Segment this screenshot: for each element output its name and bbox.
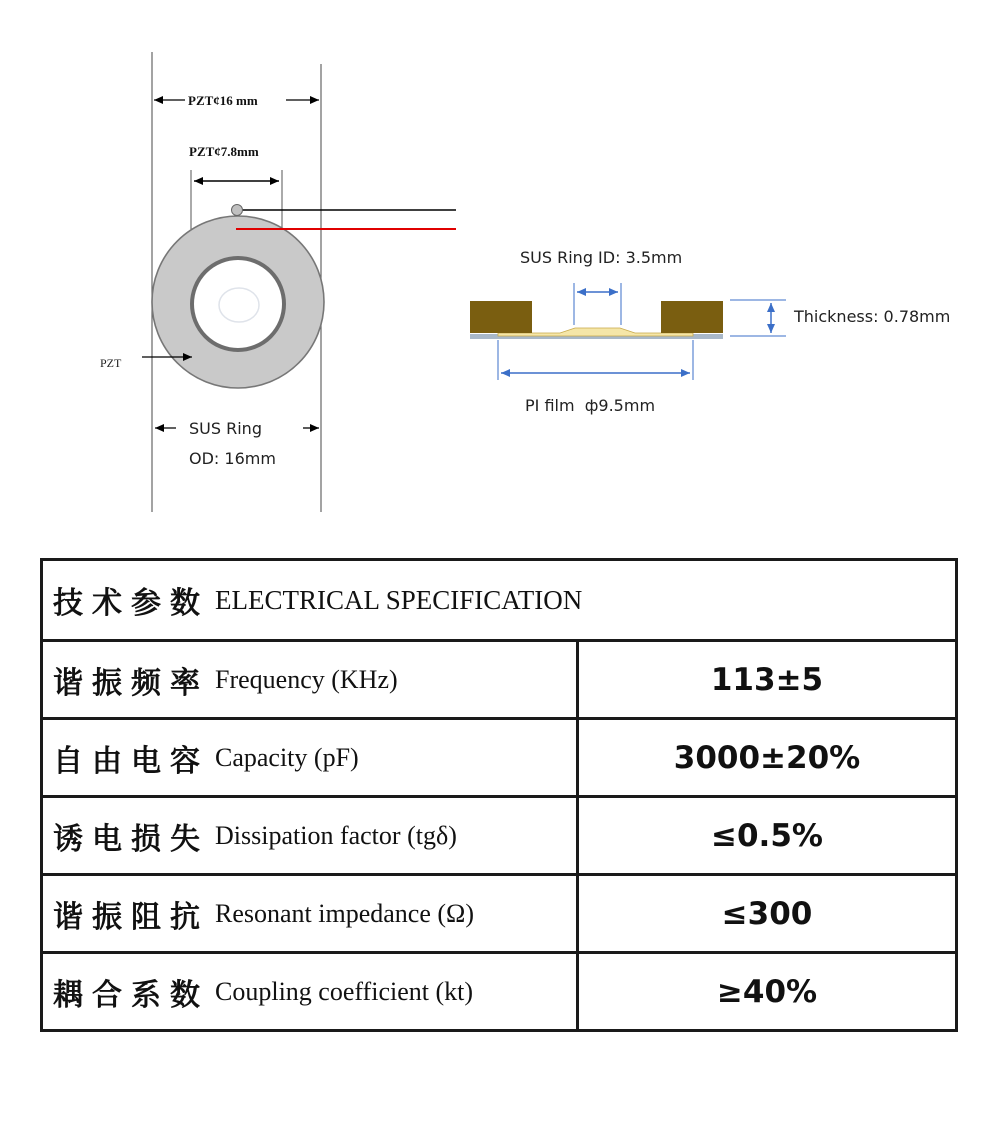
row-cn-label: 谐振频率 [53,665,209,701]
thickness-label: Thickness: 0.78mm [794,307,951,326]
row-en-label: Capacity (pF) [215,742,359,772]
spec-table [40,558,958,1032]
sus-ring-id-label: SUS Ring ID: 3.5mm [520,248,683,267]
spec-table-header [43,561,955,639]
sus-ring-label: SUS Ring [189,419,262,438]
row-value: 113±5 [710,661,824,698]
row-en-label: Dissipation factor (tgδ) [215,820,457,850]
cross-section [470,248,950,415]
row-cn-label: 耦合系数 [53,977,209,1013]
pzt-pointer-label: PZT [100,356,122,370]
pzt-outer-dim-label: PZT¢16 mm [188,93,258,108]
row-cn-label: 自由电容 [53,743,209,779]
row-en-label: Frequency (KHz) [215,664,398,694]
diagram [0,0,1000,540]
sus-ring-od-label: OD: 16mm [189,449,276,468]
row-value: ≤0.5% [711,817,823,854]
table-row [43,795,955,873]
row-value: ≤300 [721,895,813,932]
header-cn-title: 技术参数 [53,586,209,621]
sus-ring-block-right [661,301,723,333]
table-row [43,873,955,951]
pzt-inner-dim-label: PZT¢7.8mm [189,144,259,159]
sus-ring-block-left [470,301,532,333]
table-row [43,951,955,1029]
sus-ring-inner-edge [192,258,284,350]
row-cn-label: 诱电损失 [53,821,209,857]
row-value: ≥40% [716,973,818,1010]
row-cn-label: 谐振阻抗 [53,899,209,935]
table-row [43,717,955,795]
row-value: 3000±20% [673,739,861,776]
row-en-label: Coupling coefficient (kt) [215,976,474,1006]
solder-point [232,205,243,216]
header-en-title: ELECTRICAL SPECIFICATION [215,584,583,615]
top-view [100,52,456,512]
row-en-label: Resonant impedance (Ω) [215,898,475,928]
pi-film-label: PI film ф9.5mm [525,396,656,415]
table-row [43,639,955,717]
